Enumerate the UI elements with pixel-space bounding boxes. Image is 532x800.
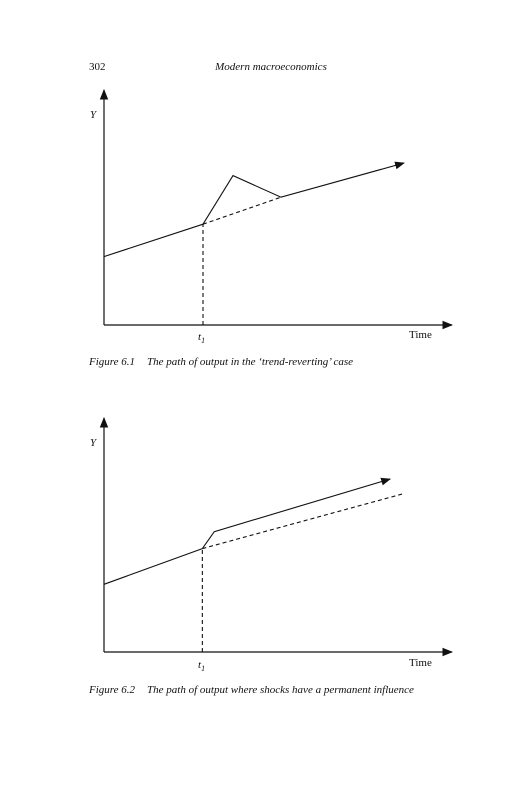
shock-time-label: $t_1$ — [198, 659, 206, 673]
series-line-solid-0 — [104, 224, 203, 256]
figure-6-1-caption: Figure 6.1 The path of output in the ‘trend-reverting’ case — [89, 356, 354, 368]
figure-6-2-caption: Figure 6.2 The path of output where shocks have a permanent influence — [89, 684, 414, 696]
series-line-solid-1 — [203, 163, 404, 224]
figure-6-2-marks — [104, 479, 402, 652]
figure-6-2-diagram — [0, 410, 532, 675]
x-axis-label: Time — [409, 657, 432, 669]
y-axis-label: Y — [90, 109, 97, 121]
figure-6-1-diagram — [0, 80, 532, 345]
y-axis-label: Y — [90, 437, 97, 449]
x-axis-label: Time — [409, 329, 432, 341]
shock-time-label: $t_1$ — [198, 331, 206, 345]
series-line-dashed-2 — [203, 197, 281, 224]
page-number: 302 — [89, 61, 106, 73]
figure-6-1-marks — [104, 163, 404, 325]
running-title: Modern macroeconomics — [215, 61, 327, 73]
series-line-solid-1 — [202, 479, 390, 549]
series-line-dashed-2 — [202, 494, 402, 549]
series-line-solid-0 — [104, 549, 202, 585]
